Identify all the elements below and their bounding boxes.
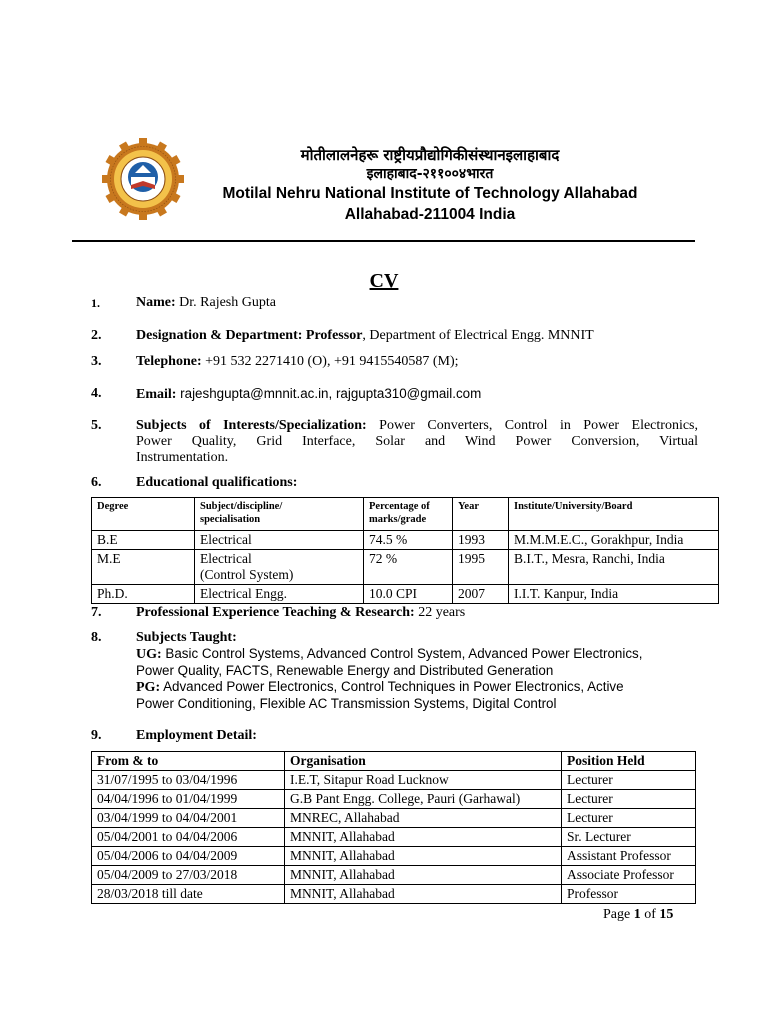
item-number: 3.: [91, 354, 102, 369]
table-cell: Electrical (Control System): [195, 550, 364, 585]
education-table: [91, 497, 719, 604]
table-cell: B.E: [92, 531, 195, 550]
table-cell: 31/07/1995 to 03/04/1996: [92, 771, 285, 790]
table-cell: MNNIT, Allahabad: [285, 885, 562, 904]
table-row: [92, 585, 719, 604]
table-row: [92, 828, 696, 847]
employment-table: [91, 751, 696, 904]
institute-name: Motilal Nehru National Institute of Technology Allahabad: [222, 185, 638, 202]
institute-address-hindi: इलाहाबाद-२११००४भारत: [366, 166, 494, 182]
item-number: 7.: [91, 605, 102, 620]
table-header-row: [92, 752, 696, 771]
table-cell: Lecturer: [562, 790, 696, 809]
page-title: CV: [369, 270, 399, 292]
column-header: Organisation: [285, 752, 562, 771]
column-header: Degree: [92, 498, 195, 531]
table-row: [92, 531, 719, 550]
table-row: [92, 847, 696, 866]
table-cell: Assistant Professor: [562, 847, 696, 866]
item-label: Subjects Taught:: [136, 630, 237, 645]
item-label: Employment Detail:: [136, 728, 257, 743]
institute-logo-icon: [101, 137, 185, 221]
pg-subjects-line2: Power Conditioning, Flexible AC Transmission Systems, Digital Control: [136, 696, 557, 711]
item-label: Email:: [136, 387, 177, 402]
table-cell: Ph.D.: [92, 585, 195, 604]
column-header: Position Held: [562, 752, 696, 771]
pg-subjects: Advanced Power Electronics, Control Techniques in Power Electronics, Active: [160, 679, 624, 694]
item-value: 22 years: [414, 605, 466, 620]
item-label: Subjects of Interests/Specialization:: [136, 418, 367, 433]
table-cell: M.E: [92, 550, 195, 585]
item-label: Educational qualifications:: [136, 475, 298, 490]
item-number: 1.: [91, 296, 100, 310]
table-cell: MNNIT, Allahabad: [285, 828, 562, 847]
table-cell: Sr. Lecturer: [562, 828, 696, 847]
institute-name-hindi: मोतीलालनेहरू राष्ट्रीयप्रौद्योगिकीसंस्थानइलाहाबाद: [300, 146, 560, 164]
column-header: Year: [453, 498, 509, 531]
table-row: [92, 550, 719, 585]
table-cell: 28/03/2018 till date: [92, 885, 285, 904]
pg-label: PG:: [136, 680, 161, 695]
item-number: 2.: [91, 328, 102, 343]
item-number: 9.: [91, 728, 102, 743]
table-cell: Professor: [562, 885, 696, 904]
item-label: Telephone:: [136, 354, 202, 369]
ug-subjects: Basic Control Systems, Advanced Control System, Advanced Power Electronics,: [161, 646, 643, 661]
item-value: +91 532 2271410 (O), +91 9415540587 (M);: [201, 354, 459, 369]
table-cell: I.E.T, Sitapur Road Lucknow: [285, 771, 562, 790]
item-value-line: Instrumentation.: [136, 450, 229, 465]
item-value: Power Converters, Control in Power Electronics,: [366, 418, 698, 433]
column-header: From & to: [92, 752, 285, 771]
header-divider: [72, 240, 695, 242]
table-cell: 10.0 CPI: [364, 585, 453, 604]
table-row: [92, 866, 696, 885]
ug-subjects-line2: Power Quality, FACTS, Renewable Energy and Distributed Generation: [136, 663, 554, 678]
table-cell: 03/04/1999 to 04/04/2001: [92, 809, 285, 828]
item-label: Name:: [136, 295, 176, 310]
table-row: [92, 885, 696, 904]
item-value-line: Power Quality, Grid Interface, Solar and Wind Power Conversion, Virtual: [136, 434, 698, 449]
table-cell: Lecturer: [562, 809, 696, 828]
table-cell: Electrical: [195, 531, 364, 550]
item-number: 6.: [91, 475, 102, 490]
table-header-row: [92, 498, 719, 531]
item-label: Professional Experience Teaching & Research:: [136, 605, 415, 620]
item-value: , Department of Electrical Engg. MNNIT: [362, 328, 594, 343]
table-cell: M.M.M.E.C., Gorakhpur, India: [509, 531, 719, 550]
ug-label: UG:: [136, 647, 162, 662]
item-label: Designation & Department: Professor: [136, 328, 363, 343]
column-header: Percentage of marks/grade: [364, 498, 453, 531]
table-cell: MNREC, Allahabad: [285, 809, 562, 828]
table-cell: I.I.T. Kanpur, India: [509, 585, 719, 604]
table-cell: 05/04/2009 to 27/03/2018: [92, 866, 285, 885]
institute-address: Allahabad-211004 India: [344, 206, 516, 223]
table-cell: 04/04/1996 to 01/04/1999: [92, 790, 285, 809]
table-cell: 2007: [453, 585, 509, 604]
table-cell: 05/04/2006 to 04/04/2009: [92, 847, 285, 866]
table-row: [92, 771, 696, 790]
table-cell: 72 %: [364, 550, 453, 585]
table-cell: 1993: [453, 531, 509, 550]
table-row: [92, 809, 696, 828]
item-number: 5.: [91, 418, 102, 433]
item-value: Dr. Rajesh Gupta: [175, 295, 276, 310]
email-links[interactable]: rajeshgupta@mnnit.ac.in, rajgupta310@gmail.com: [176, 386, 482, 401]
table-cell: MNNIT, Allahabad: [285, 847, 562, 866]
column-header: Institute/University/Board: [509, 498, 719, 531]
table-row: [92, 790, 696, 809]
column-header: Subject/discipline/ specialisation: [195, 498, 364, 531]
table-cell: G.B Pant Engg. College, Pauri (Garhawal): [285, 790, 562, 809]
table-cell: Associate Professor: [562, 866, 696, 885]
table-cell: B.I.T., Mesra, Ranchi, India: [509, 550, 719, 585]
table-cell: Electrical Engg.: [195, 585, 364, 604]
item-number: 4.: [91, 386, 102, 401]
table-cell: 74.5 %: [364, 531, 453, 550]
table-cell: 05/04/2001 to 04/04/2006: [92, 828, 285, 847]
page-number: Page 1 of 15: [603, 907, 674, 922]
item-number: 8.: [91, 630, 102, 645]
table-cell: 1995: [453, 550, 509, 585]
table-cell: MNNIT, Allahabad: [285, 866, 562, 885]
table-cell: Lecturer: [562, 771, 696, 790]
